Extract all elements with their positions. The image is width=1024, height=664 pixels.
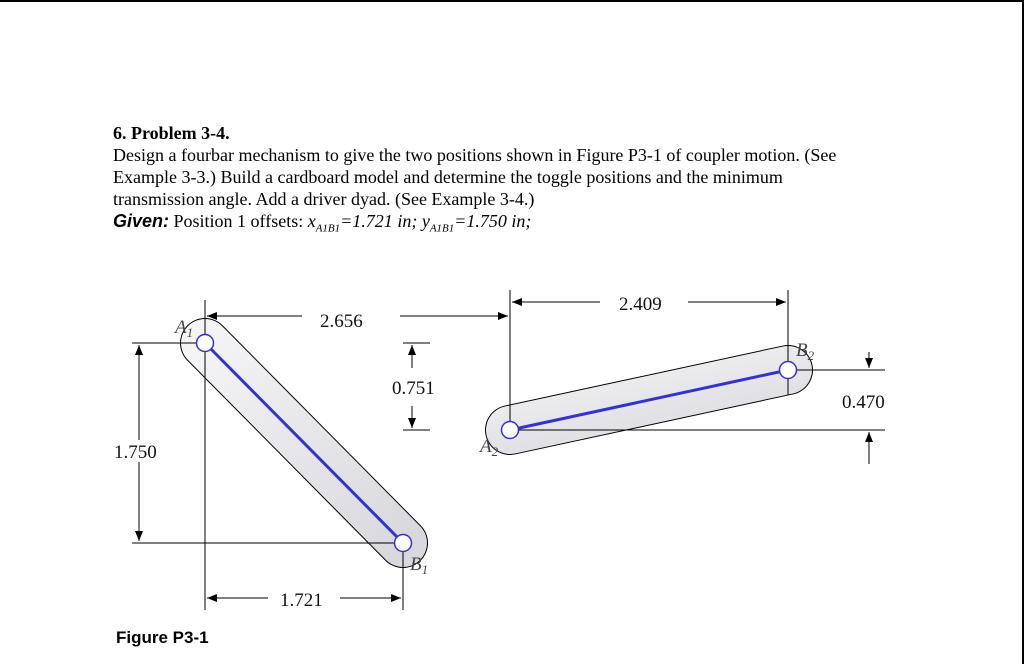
problem-body: Design a fourbar mechanism to give the two positions shown in Figure P3-1 of coupler motion. (See Example 3-3.) Build a cardboard model and determine the toggle positions and the minimum transmission angle. Add a driver dyad. (See Example 3-4.) — [113, 145, 837, 209]
pivot-b2 — [780, 362, 797, 379]
dim-0470: 0.470 — [842, 392, 885, 413]
pivot-a2 — [502, 422, 519, 439]
y-offset: $y_{A1B1}=1.750$ in; — [421, 211, 532, 235]
figure-caption: Figure P3-1 — [116, 628, 209, 647]
pivot-a1 — [197, 335, 214, 352]
problem-heading: 6. Problem 3-4. — [113, 123, 230, 143]
pivot-b1 — [395, 535, 412, 552]
dim-1750: 1.750 — [114, 442, 157, 463]
given-label: Given: — [113, 211, 170, 231]
dim-2656: 2.656 — [320, 311, 363, 332]
label-a2: $A_2$ — [480, 436, 499, 459]
given-text: Position 1 offsets: — [173, 211, 304, 231]
dim-0751: 0.751 — [392, 378, 435, 399]
x-offset: $x_{A1B1}=1.721$ in; — [307, 211, 418, 235]
label-a1: $A_1$ — [175, 317, 194, 340]
point-labels — [173, 317, 815, 577]
dim-2409: 2.409 — [619, 294, 662, 315]
dim-1721: 1.721 — [280, 590, 323, 611]
label-b1: $B_1$ — [410, 554, 429, 577]
label-b2: $B_2$ — [796, 340, 815, 363]
link-a1-b1 — [205, 343, 403, 543]
